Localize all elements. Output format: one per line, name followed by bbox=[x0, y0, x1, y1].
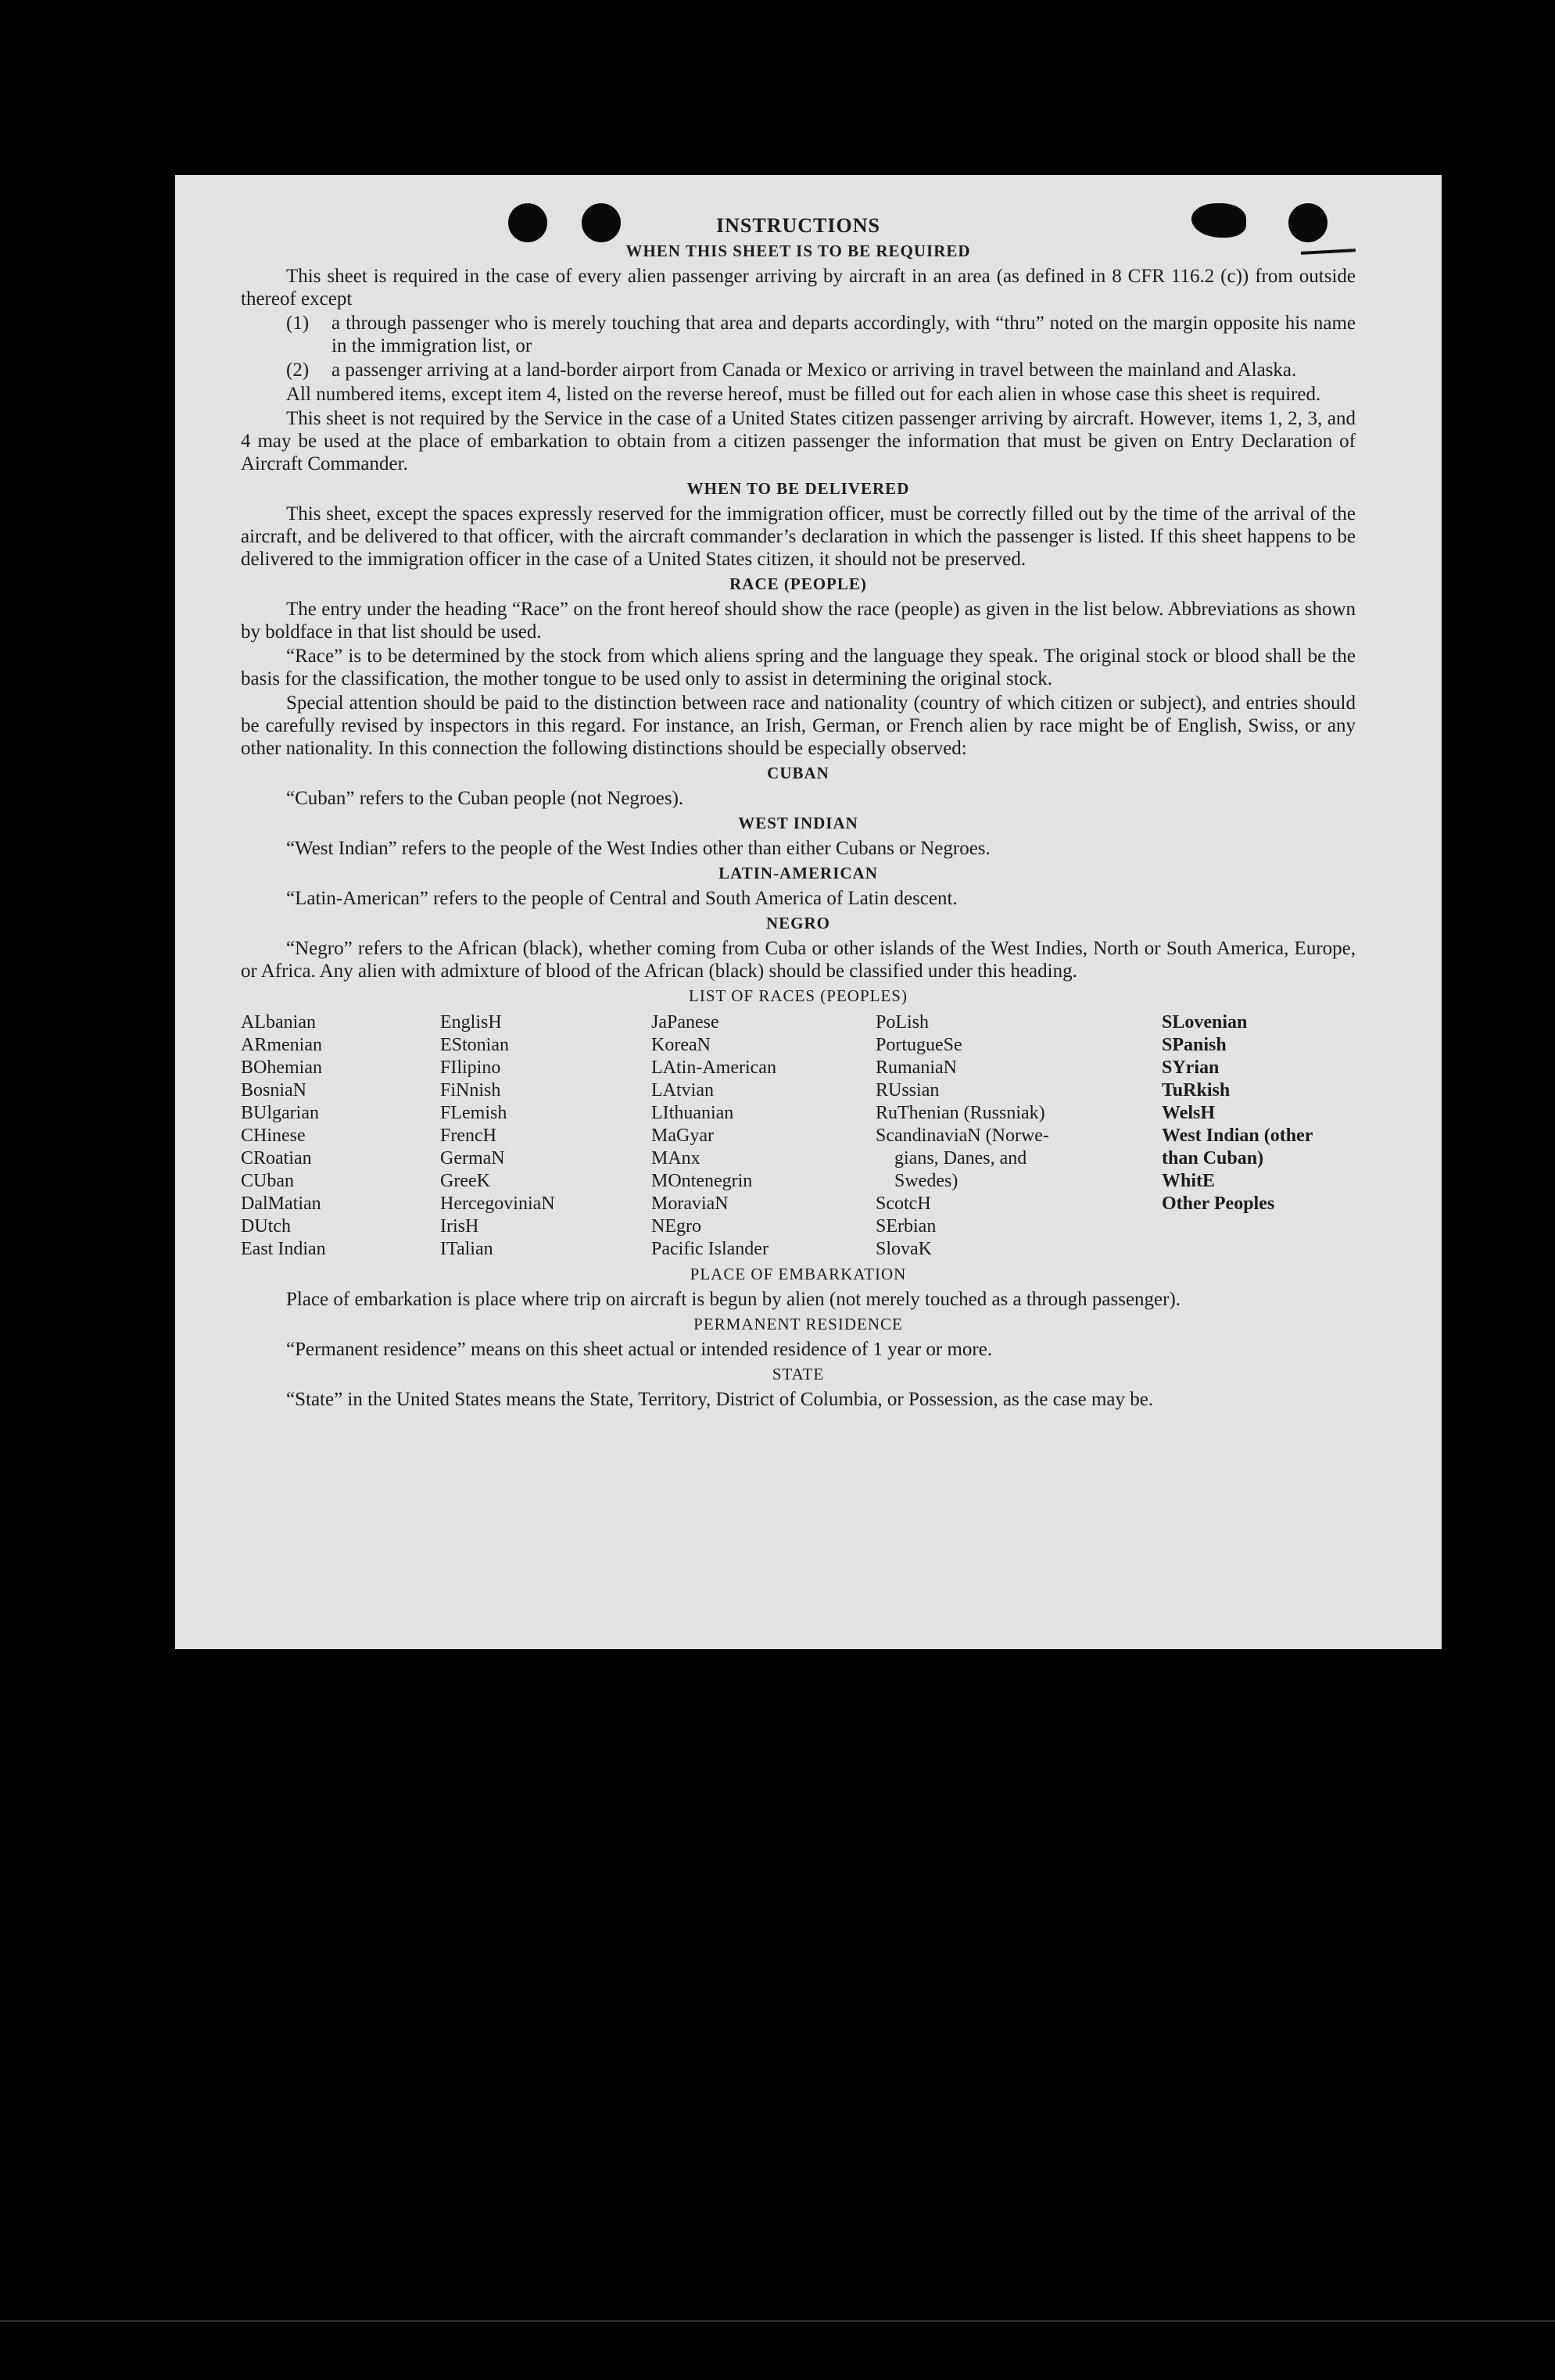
races-column bbox=[1162, 1011, 1342, 1261]
heading-negro: NEGRO bbox=[765, 914, 830, 932]
race-entry: SLovenian bbox=[1162, 1012, 1248, 1033]
race-entry: DalMatian bbox=[241, 1194, 321, 1214]
race-entry: FiNnish bbox=[440, 1080, 501, 1101]
latin-american-text: “Latin-American” refers to the people of Central and South America of Latin descent. bbox=[286, 888, 958, 909]
race-entry: SPanish bbox=[1162, 1035, 1227, 1055]
heading-cuban: CUBAN bbox=[767, 764, 829, 782]
race-entry: JaPanese bbox=[651, 1012, 719, 1033]
race-entry: WelsH bbox=[1162, 1103, 1216, 1123]
heading-race: RACE (PEOPLE) bbox=[729, 574, 867, 593]
negro-text: “Negro” refers to the African (black), whether coming from Cuba or other islands of the West Indies, North or South America, Europe, or Africa. Any alien with admixture of blood of the African (black) should be classified under this heading. bbox=[241, 938, 1356, 982]
race-entry: ARmenian bbox=[241, 1035, 322, 1055]
race-entry: ITalian bbox=[440, 1239, 493, 1259]
race-entry: BosniaN bbox=[241, 1080, 306, 1101]
heading-embarkation: PLACE OF EMBARKATION bbox=[690, 1265, 907, 1283]
race-entry: ScandinaviaN (Norwe- bbox=[876, 1126, 1049, 1146]
exception-text: a through passenger who is merely touching that area and departs accordingly, with “thru” noted on the margin opposite his name in the immigration list, or bbox=[331, 313, 1356, 356]
page-title: INSTRUCTIONS bbox=[716, 214, 880, 237]
race-entry: LAtvian bbox=[651, 1080, 714, 1101]
race-entry: ALbanian bbox=[241, 1012, 316, 1033]
race-entry: EStonian bbox=[440, 1035, 509, 1055]
race-entry: FrencH bbox=[440, 1126, 496, 1146]
when-delivered-text: This sheet, except the spaces expressly reserved for the immigration officer, must be correctly filled out by the time of the arrival of the aircraft, and be delivered to that officer, with the aircraft commander’s declaration in which the passenger is listed. If this sheet happens to be delivered to the immigration officer in the case of a United States citizen, it should not be preserved. bbox=[241, 503, 1356, 570]
exception-number: (2) bbox=[286, 360, 310, 381]
heading-races-list: LIST OF RACES (PEOPLES) bbox=[689, 986, 908, 1005]
race-entry: RumaniaN bbox=[876, 1058, 957, 1078]
exception-text: a passenger arriving at a land-border airport from Canada or Mexico or arriving in travel between the mainland and Alaska. bbox=[331, 360, 1297, 381]
race-entry: SlovaK bbox=[876, 1239, 932, 1259]
race-entry: CRoatian bbox=[241, 1148, 312, 1169]
when-required-intro: This sheet is required in the case of every alien passenger arriving by aircraft in an area (as defined in 8 CFR 116.2 (c)) from outside thereof except bbox=[241, 266, 1356, 310]
race-entry: IrisH bbox=[440, 1216, 479, 1237]
race-entry: DUtch bbox=[241, 1216, 291, 1237]
race-entry: MAnx bbox=[651, 1148, 700, 1169]
heading-when-required: WHEN THIS SHEET IS TO BE REQUIRED bbox=[625, 242, 971, 260]
heading-latin-american: LATIN-AMERICAN bbox=[718, 864, 878, 882]
race-entry: PoLish bbox=[876, 1012, 930, 1033]
race-entry: BUlgarian bbox=[241, 1103, 319, 1123]
race-entry: Swedes) bbox=[894, 1171, 958, 1191]
race-entry: LIthuanian bbox=[651, 1103, 734, 1123]
punch-hole bbox=[1288, 203, 1327, 242]
race-entry: LAtin-American bbox=[651, 1058, 776, 1078]
race-entry: HercegoviniaN bbox=[440, 1194, 555, 1214]
races-column bbox=[241, 1011, 440, 1261]
residence-text: “Permanent residence” means on this sheet actual or intended residence of 1 year or more. bbox=[286, 1339, 993, 1360]
heading-residence: PERMANENT RESIDENCE bbox=[693, 1315, 903, 1333]
race-para1: The entry under the heading “Race” on the front hereof should show the race (people) as given in the list below. Abbreviations as shown by boldface in that list should be used. bbox=[241, 599, 1356, 642]
west-indian-text: “West Indian” refers to the people of the West Indies other than either Cubans or Negroes. bbox=[286, 838, 991, 859]
race-entry: NEgro bbox=[651, 1216, 701, 1237]
race-entry: RUssian bbox=[876, 1080, 940, 1101]
race-entry: than Cuban) bbox=[1162, 1148, 1264, 1169]
race-entry: PortugueSe bbox=[876, 1035, 962, 1055]
race-entry: SErbian bbox=[876, 1216, 937, 1237]
embarkation-text: Place of embarkation is place where trip on aircraft is begun by alien (not merely touched as a through passenger). bbox=[286, 1289, 1181, 1310]
state-text: “State” in the United States means the State, Territory, District of Columbia, or Possession, as the case may be. bbox=[286, 1389, 1154, 1410]
exception-number: (1) bbox=[286, 313, 310, 334]
race-entry: MoraviaN bbox=[651, 1194, 729, 1214]
race-entry: Pacific Islander bbox=[651, 1239, 769, 1259]
punch-hole bbox=[582, 203, 621, 242]
race-entry: ScotcH bbox=[876, 1194, 931, 1214]
race-entry: TuRkish bbox=[1162, 1080, 1231, 1101]
race-entry: SYrian bbox=[1162, 1058, 1220, 1078]
race-entry: gians, Danes, and bbox=[894, 1148, 1027, 1169]
race-para3: Special attention should be paid to the distinction between race and nationality (country of which citizen or subject), and entries should be carefully revised by inspectors in this regard. For instance, an Irish, German, or French alien by race might be of English, Swiss, or any other nationality. In this connection the following distinctions should be especially observed: bbox=[241, 693, 1356, 759]
race-entry: RuThenian (Russniak) bbox=[876, 1103, 1045, 1123]
races-list bbox=[241, 1011, 1356, 1261]
exception-item bbox=[241, 312, 1356, 357]
scan-line bbox=[0, 2320, 1555, 2322]
race-entry: GermaN bbox=[440, 1148, 505, 1169]
race-para2: “Race” is to be determined by the stock from which aliens spring and the language they speak. The original stock or blood shall be the basis for the classification, the mother tongue to be used only to assist in determining the original stock. bbox=[241, 646, 1356, 689]
cuban-text: “Cuban” refers to the Cuban people (not Negroes). bbox=[286, 788, 684, 809]
race-entry: MOntenegrin bbox=[651, 1171, 753, 1191]
race-entry: FLemish bbox=[440, 1103, 507, 1123]
races-column bbox=[440, 1011, 651, 1261]
when-required-para1: All numbered items, except item 4, listed on the reverse hereof, must be filled out for each alien in whose case this sheet is required. bbox=[286, 384, 1321, 405]
punch-hole bbox=[508, 203, 547, 242]
race-entry: WhitE bbox=[1162, 1171, 1216, 1191]
race-entry: BOhemian bbox=[241, 1058, 322, 1078]
race-entry: West Indian (other bbox=[1162, 1126, 1313, 1146]
heading-when-delivered: WHEN TO BE DELIVERED bbox=[686, 479, 910, 498]
when-required-para2: This sheet is not required by the Service in the case of a United States citizen passenger arriving by aircraft. However, items 1, 2, 3, and 4 may be used at the place of embarkation to obtain from a citizen passenger the information that must be given on Entry Declaration of Aircraft Commander. bbox=[241, 408, 1356, 474]
race-entry: CHinese bbox=[241, 1126, 306, 1146]
race-entry: GreeK bbox=[440, 1171, 490, 1191]
race-entry: KoreaN bbox=[651, 1035, 711, 1055]
race-entry: EnglisH bbox=[440, 1012, 502, 1033]
race-entry: MaGyar bbox=[651, 1126, 714, 1146]
race-entry: FIlipino bbox=[440, 1058, 501, 1078]
race-entry: Other Peoples bbox=[1162, 1194, 1275, 1214]
race-entry: East Indian bbox=[241, 1239, 326, 1259]
races-column bbox=[876, 1011, 1162, 1261]
heading-west-indian: WEST INDIAN bbox=[738, 814, 858, 832]
races-column bbox=[651, 1011, 876, 1261]
heading-state: STATE bbox=[772, 1365, 825, 1383]
exception-item bbox=[241, 359, 1356, 381]
race-entry: CUban bbox=[241, 1171, 294, 1191]
instruction-sheet bbox=[175, 175, 1442, 1649]
